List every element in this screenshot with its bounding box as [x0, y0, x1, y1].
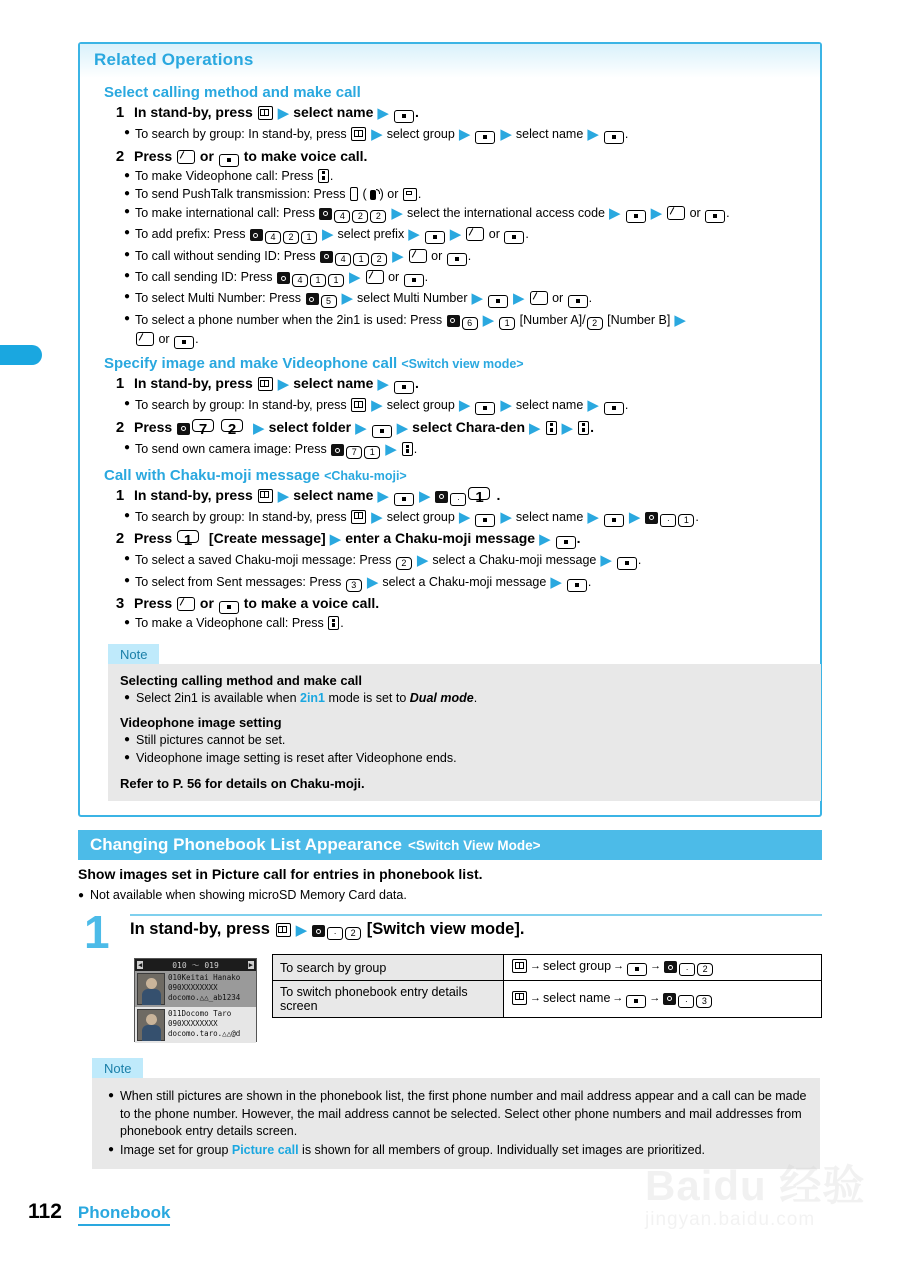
note-label: Note	[108, 644, 159, 664]
arrow-icon: ▶	[587, 397, 599, 415]
step-text: In stand-by, press ▶ select name ▶ .	[134, 104, 419, 122]
menu-key-icon	[664, 961, 677, 973]
menu-key-icon	[331, 444, 344, 456]
bullet-dot: ●	[124, 442, 131, 454]
arrow-icon: ▶	[396, 419, 409, 437]
step-text: Press 1 [Create message] ▶ enter a Chaku-moji message ▶ .	[134, 530, 581, 550]
right-arrow-icon: →	[612, 991, 624, 1004]
page-footer	[28, 1200, 170, 1226]
bullet-search-by-group: ● To search by group: In stand-by, press ▶ select group ▶ ▶ select name ▶ .	[124, 126, 629, 144]
bullet-dot: ●	[124, 227, 131, 239]
number-key-1: 1	[353, 253, 369, 266]
phonebook-key-icon	[351, 510, 366, 524]
ok-key-icon	[567, 579, 587, 592]
number-key-2: 2	[352, 210, 368, 223]
asterisk-key-icon: ·	[660, 514, 676, 527]
ok-key-icon	[372, 425, 392, 438]
arrow-icon: ▶	[366, 573, 379, 591]
call-key-icon	[466, 227, 484, 241]
bullet-pushtalk: ● To send PushTalk transmission: Press ( ) or .	[124, 186, 422, 201]
arrow-icon: ▶	[253, 419, 265, 437]
ok-key-icon	[604, 514, 624, 527]
table-cell-label: To search by group	[273, 955, 504, 981]
call-key-icon	[136, 332, 154, 346]
right-arrow-icon: →	[649, 991, 661, 1004]
menu-key-icon	[306, 293, 319, 305]
note-label: Note	[92, 1058, 143, 1078]
watermark	[645, 1162, 866, 1231]
arrow-icon: ▶	[277, 487, 290, 505]
section-angle-label: <Switch View Mode>	[408, 837, 541, 853]
table-row	[273, 955, 822, 981]
arrow-icon: ▶	[329, 531, 342, 549]
right-arrow-icon: →	[530, 960, 541, 972]
ok-key-icon	[475, 131, 495, 144]
step-text: In stand-by, press ▶ select name ▶ .	[134, 375, 419, 394]
watermark-logo: Baidu 经验	[645, 1162, 866, 1209]
arrow-icon: ▶	[341, 290, 354, 308]
section-header-bar	[78, 830, 822, 860]
step-1	[112, 374, 806, 395]
bullet-2in1-number: ● To select a phone number when the 2in1 is used: Press 6 ▶ 1 [Number A]/ 2 [Number B] ▶ or .	[124, 311, 806, 349]
accent-term-2in1: 2in1	[300, 691, 326, 706]
bullet-dot: ●	[124, 574, 131, 586]
arrow-icon: ▶	[550, 573, 562, 591]
arrow-icon: ▶	[391, 204, 403, 222]
call-key-icon	[667, 206, 685, 220]
arrow-icon: ▶	[600, 552, 612, 570]
step-2	[112, 418, 806, 439]
arrow-icon: ▶	[392, 247, 404, 265]
page-edge-tab	[0, 345, 42, 365]
step-2	[112, 147, 806, 167]
ok-key-icon	[425, 231, 445, 244]
ok-key-icon	[568, 295, 588, 308]
phonebook-key-icon	[351, 398, 366, 412]
number-key-2: 2	[370, 210, 386, 223]
phonebook-key-icon	[258, 106, 273, 120]
arrow-icon: ▶	[458, 397, 471, 415]
menu-key-icon	[277, 272, 290, 284]
asterisk-key-icon: ·	[678, 995, 694, 1008]
ok-key-icon	[556, 536, 576, 549]
arrow-icon: ▶	[377, 487, 389, 505]
note-heading-1: Selecting calling method and make call	[120, 673, 363, 689]
number-key-7: 7	[346, 446, 362, 459]
number-key-2: 2	[587, 317, 603, 330]
arrow-icon: ▶	[385, 441, 397, 459]
arrow-icon: ▶	[482, 311, 495, 329]
step-number: 3	[115, 595, 125, 613]
phone-screen-range: 010 〜 019	[172, 960, 219, 970]
contact-photo	[137, 1009, 165, 1041]
bullet-international-call: ● To make international call: Press 4 2 2 ▶ select the international access code ▶ ▶ or .	[124, 204, 730, 222]
number-key-1: 1	[301, 231, 317, 244]
bullet-videophone-call: ● To make Videophone call: Press .	[124, 168, 334, 183]
bullet-dot: ●	[124, 509, 131, 521]
number-key-4: 4	[335, 253, 351, 266]
entry-name: 010Keitai Hanako	[168, 973, 241, 982]
menu-key-icon	[645, 512, 658, 524]
bullet-dot: ●	[124, 617, 131, 629]
ok-key-icon	[219, 154, 239, 167]
arrow-icon: ▶	[628, 508, 641, 526]
arrow-icon: ▶	[539, 531, 551, 549]
big-step-number: 1	[84, 906, 110, 958]
ok-key-icon	[626, 210, 646, 223]
ok-key-icon	[604, 131, 624, 144]
call-key-icon	[530, 291, 548, 305]
subsection-heading-chaku-moji: Call with Chaku-moji message <Chaku-moji>	[104, 466, 407, 484]
bullet-add-prefix: ● To add prefix: Press 4 2 1 ▶ select prefix ▶ ▶ or .	[124, 226, 529, 244]
next-page-arrow-icon: ▶	[248, 961, 253, 969]
ok-key-icon	[617, 557, 637, 570]
step-1	[112, 486, 806, 507]
arrow-icon: ▶	[458, 508, 471, 526]
step-text: Press or to make voice call.	[134, 147, 367, 167]
entry-phone: 090XXXXXXXX	[168, 1019, 218, 1028]
bullet-call-sending-id: ● To call sending ID: Press 4 1 1 ▶ or .	[124, 269, 429, 287]
phonebook-key-icon	[276, 923, 291, 937]
bullet-dot: ●	[124, 291, 131, 303]
bullet-dot: ●	[124, 692, 131, 704]
menu-key-icon	[435, 491, 448, 503]
arrow-icon: ▶	[371, 126, 383, 144]
ok-key-icon	[504, 231, 524, 244]
ok-key-icon	[219, 601, 239, 614]
bullet-dot: ●	[108, 1090, 115, 1101]
entry-name: 011Docomo Taro	[168, 1009, 232, 1018]
phonebook-key-icon	[258, 489, 273, 503]
menu-key-icon	[320, 251, 333, 263]
phonebook-key-icon	[512, 959, 527, 973]
bullet-call-without-id: ● To call without sending ID: Press 4 1 2 ▶ or .	[124, 247, 472, 265]
bullet-dot: ●	[124, 270, 131, 282]
table-cell-value: → select group → → · 2	[504, 955, 822, 981]
contact-photo	[137, 973, 165, 1005]
number-key-3: 3	[346, 579, 362, 592]
ok-key-icon	[394, 381, 414, 394]
section-title: Changing Phonebook List Appearance	[90, 835, 403, 854]
bullet-multi-number: ● To select Multi Number: Press 5 ▶ select Multi Number ▶ ▶ or .	[124, 290, 593, 308]
watermark-url: jingyan.baidu.com	[645, 1209, 816, 1230]
accent-term-picture-call: Picture call	[231, 1142, 299, 1157]
phonebook-entry-row	[135, 1007, 256, 1043]
big-step-divider	[130, 914, 822, 916]
bullet-dot: ●	[124, 752, 131, 764]
arrow-icon: ▶	[529, 419, 541, 437]
ok-key-icon	[604, 402, 624, 415]
number-key-1: 1	[468, 487, 490, 500]
arrow-icon: ▶	[377, 105, 389, 122]
videophone-key-icon	[578, 421, 589, 435]
big-step-text: In stand-by, press ▶ · 2 [Switch view mode].	[130, 920, 525, 939]
bullet-search-by-group: ● To search by group: In stand-by, press ▶ select group ▶ ▶ select name ▶ ▶ · 1 .	[124, 508, 699, 526]
call-key-icon	[177, 597, 195, 611]
ok-key-icon	[475, 402, 495, 415]
step-text: Press 7 2 ▶ select folder ▶ ▶ select Chara-den ▶ ▶ .	[134, 418, 594, 438]
step-3	[112, 594, 806, 614]
note-bullet-2in1: ● Select 2in1 is available when 2in1 mode is set to Dual mode.	[124, 690, 809, 708]
number-key-4: 4	[334, 210, 350, 223]
videophone-key-icon	[318, 169, 329, 183]
note-block-upper	[108, 644, 821, 801]
right-arrow-icon: →	[650, 960, 662, 972]
menu-key-icon	[447, 315, 460, 327]
bullet-dot: ●	[124, 248, 131, 260]
phonebook-key-icon	[512, 991, 527, 1005]
pushtalk-key-icon	[350, 187, 358, 201]
phone-screen-header	[135, 959, 256, 971]
ok-key-icon	[394, 493, 414, 506]
step-text: Press or to make a voice call.	[134, 594, 379, 614]
arrow-icon: ▶	[349, 269, 361, 287]
call-key-icon	[366, 270, 384, 284]
ok-key-icon	[488, 295, 508, 308]
call-key-icon	[409, 249, 427, 263]
asterisk-key-icon: ·	[679, 963, 695, 976]
entry-phone: 090XXXXXXXX	[168, 983, 218, 992]
arrow-icon: ▶	[277, 376, 290, 394]
table-cell-label: To switch phonebook entry details screen	[273, 981, 504, 1018]
related-operations-title: Related Operations	[94, 50, 254, 69]
subsection-heading-specify-image: Specify image and make Videophone call <Switch view mode>	[104, 355, 524, 373]
bullet-dot: ●	[124, 398, 131, 410]
bullet-dot: ●	[124, 205, 131, 217]
right-arrow-icon: →	[530, 991, 541, 1004]
arrow-icon: ▶	[471, 290, 484, 308]
bullet-videophone-call: ● To make a Videophone call: Press .	[124, 616, 344, 631]
note-body	[108, 664, 821, 801]
arrow-icon: ▶	[408, 226, 420, 244]
phone-screen-mock	[134, 958, 257, 1042]
operations-table	[272, 954, 822, 1018]
menu-key-icon	[177, 423, 190, 435]
number-key-4: 4	[292, 274, 308, 287]
ok-key-icon	[627, 963, 647, 976]
note-block-lower	[92, 1058, 820, 1169]
arrow-icon: ▶	[416, 552, 429, 570]
ok-key-icon	[394, 110, 414, 123]
phonebook-key-icon	[351, 127, 366, 141]
bullet-dot: ●	[78, 890, 85, 901]
asterisk-key-icon: ·	[327, 927, 343, 940]
call-key-icon	[177, 150, 195, 164]
number-key-1: 1	[328, 274, 344, 287]
section-intro-bullet: ● Not available when showing microSD Memory Card data.	[78, 888, 407, 902]
step-number: 2	[115, 418, 125, 436]
bullet-send-own-camera-image: ● To send own camera image: Press 7 1 ▶ .	[124, 441, 418, 459]
subsection-angle-label: <Chaku-moji>	[324, 468, 407, 483]
number-key-3: 3	[696, 995, 712, 1008]
arrow-icon: ▶	[500, 508, 512, 526]
bullet-dot: ●	[124, 312, 131, 324]
step-number: 1	[115, 375, 125, 393]
step-number: 1	[115, 104, 125, 121]
number-key-6: 6	[462, 317, 478, 330]
right-arrow-icon: →	[613, 960, 625, 972]
arrow-icon: ▶	[371, 508, 383, 526]
ok-key-icon	[475, 514, 495, 527]
arrow-icon: ▶	[513, 290, 525, 308]
prev-page-arrow-icon: ◀	[138, 961, 143, 969]
page-number: 112	[28, 1200, 62, 1223]
pushtalk-glyph-icon	[368, 189, 379, 201]
note-bullet-picture-call: ● Image set for group Picture call is shown for all members of group. Individually set images are prioritized.	[108, 1142, 808, 1160]
entry-mail: docomo.taro.△△@d	[168, 1029, 241, 1038]
number-key-1: 1	[364, 446, 380, 459]
section-intro-text: Show images set in Picture call for entries in phonebook list.	[78, 866, 483, 882]
arrow-icon: ▶	[418, 487, 431, 505]
number-key-1: 1	[678, 514, 694, 527]
step-number: 1	[115, 486, 125, 504]
bullet-dot: ●	[124, 553, 131, 565]
menu-key-icon	[312, 925, 325, 937]
ok-key-icon	[626, 995, 646, 1008]
arrow-icon: ▶	[371, 397, 383, 415]
menu-key-icon	[319, 208, 332, 220]
number-key-7: 7	[192, 419, 214, 432]
number-key-2: 2	[396, 557, 412, 570]
table-row	[273, 981, 822, 1018]
number-key-2: 2	[283, 231, 299, 244]
step-number: 2	[115, 147, 125, 165]
arrow-icon: ▶	[561, 419, 574, 437]
arrow-icon: ▶	[500, 126, 512, 144]
bullet-dot: ●	[124, 127, 131, 139]
subsection-heading-select-calling-method: Select calling method and make call	[104, 84, 361, 101]
note-footer-reference: Refer to P. 56 for details on Chaku-moji.	[120, 775, 365, 791]
step-1	[112, 103, 806, 124]
arrow-icon: ▶	[377, 376, 389, 394]
note-bullet-reset: ● Videophone image setting is reset after Videophone ends.	[124, 750, 809, 768]
videophone-key-icon	[546, 421, 557, 435]
menu-key-icon	[250, 229, 263, 241]
number-key-2: 2	[371, 253, 387, 266]
note-bullet-still-pictures-list: ● When still pictures are shown in the phonebook list, the first phone number and mail address appear and a call can be made to the phone number. However, the mail address cannot be selected. Select other phone numbers and mail addresses from phonebook entry details screen.	[108, 1088, 808, 1141]
italic-term-dual-mode: Dual mode	[409, 691, 474, 706]
related-operations-body	[80, 84, 820, 815]
bullet-search-by-group: ● To search by group: In stand-by, press ▶ select group ▶ ▶ select name ▶ .	[124, 397, 629, 415]
bullet-sent-chaku-moji: ● To select from Sent messages: Press 3 ▶ select a Chaku-moji message ▶ .	[124, 573, 592, 591]
number-key-1: 1	[499, 317, 515, 330]
arrow-icon: ▶	[587, 508, 599, 526]
videophone-key-icon	[328, 616, 339, 630]
note-bullet-still-pictures: ● Still pictures cannot be set.	[124, 732, 809, 750]
bullet-saved-chaku-moji: ● To select a saved Chaku-moji message: Press 2 ▶ select a Chaku-moji message ▶ .	[124, 552, 642, 570]
ok-key-icon	[174, 336, 194, 349]
arrow-icon: ▶	[458, 126, 471, 144]
entry-mail: docomo.△△_ab1234	[168, 993, 241, 1002]
mail-key-icon	[403, 188, 417, 201]
arrow-icon: ▶	[587, 126, 599, 144]
number-key-4: 4	[265, 231, 281, 244]
bullet-dot: ●	[124, 733, 131, 745]
videophone-key-icon	[402, 442, 413, 456]
arrow-icon: ▶	[277, 105, 290, 122]
arrow-icon: ▶	[449, 226, 462, 244]
number-key-2: 2	[697, 963, 713, 976]
ok-key-icon	[705, 210, 725, 223]
step-2	[112, 529, 806, 550]
number-key-5: 5	[321, 295, 337, 308]
bullet-dot: ●	[124, 169, 131, 181]
arrow-icon: ▶	[321, 226, 334, 244]
number-key-1: 1	[177, 530, 199, 543]
ok-key-icon	[447, 253, 467, 266]
related-operations-panel	[78, 42, 822, 817]
arrow-icon: ▶	[650, 204, 663, 222]
subsection-angle-label: <Switch view mode>	[401, 357, 524, 372]
step-text: In stand-by, press ▶ select name ▶ ▶ · 1 .	[134, 486, 501, 506]
arrow-icon: ▶	[674, 311, 686, 329]
note-heading-2: Videophone image setting	[120, 714, 282, 730]
table-cell-value: → select name → → · 3	[504, 981, 822, 1018]
bullet-dot: ●	[108, 1143, 115, 1155]
note-body	[92, 1078, 820, 1169]
related-operations-header	[80, 44, 820, 78]
number-key-2: 2	[345, 927, 361, 940]
chapter-name[interactable]: Phonebook	[78, 1203, 171, 1226]
arrow-icon: ▶	[295, 922, 308, 939]
menu-key-icon	[663, 993, 676, 1005]
number-key-2: 2	[221, 419, 243, 432]
phonebook-entry-row	[135, 971, 256, 1007]
bullet-dot: ●	[124, 187, 131, 199]
asterisk-key-icon: ·	[450, 493, 466, 506]
number-key-1: 1	[310, 274, 326, 287]
arrow-icon: ▶	[355, 419, 367, 437]
phonebook-key-icon	[258, 377, 273, 391]
step-number: 2	[115, 530, 125, 548]
arrow-icon: ▶	[500, 397, 512, 415]
ok-key-icon	[404, 274, 424, 287]
arrow-icon: ▶	[609, 204, 621, 222]
